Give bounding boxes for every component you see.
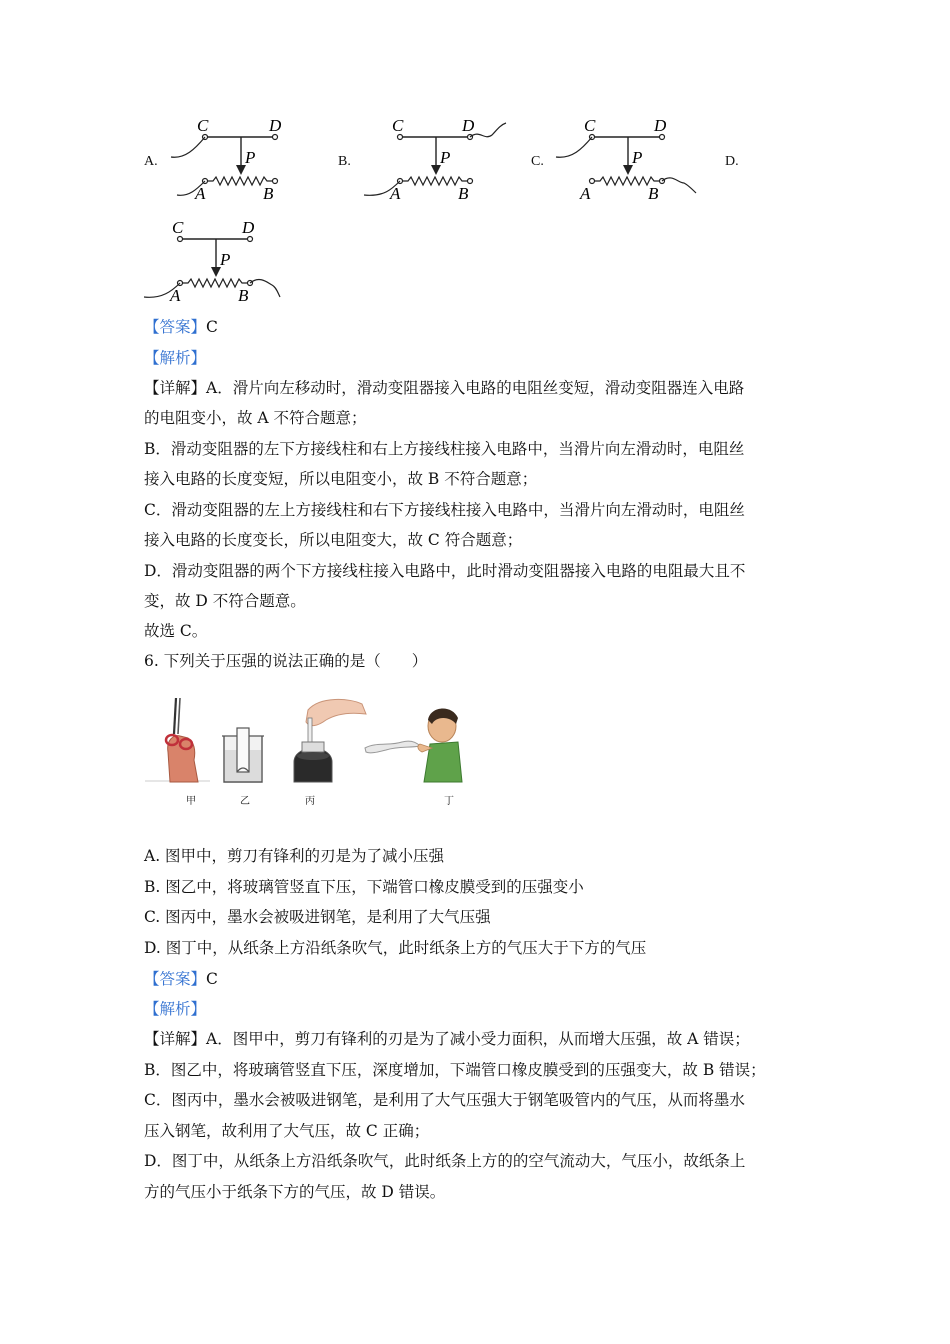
caption-yi: 乙: [240, 796, 250, 807]
answer-label: 【答案】: [144, 318, 207, 336]
terminal-b: B: [648, 184, 659, 203]
diagram-c: [556, 116, 696, 203]
option-a-label: A.: [144, 154, 158, 169]
terminal-p: P: [220, 250, 231, 269]
terminal-d: D: [242, 218, 255, 237]
terminal-c: C: [172, 218, 184, 237]
terminal-d: D: [462, 116, 475, 135]
detail-line: 变，故 D 不符合题意。: [144, 592, 306, 610]
detail-line: B．图乙中，将玻璃管竖直下压，深度增加，下端管口橡皮膜受到的压强变大，故 B 错误；: [144, 1061, 766, 1079]
terminal-b: B: [263, 184, 274, 203]
terminal-d: D: [654, 116, 667, 135]
caption-bing: 丙: [305, 796, 315, 807]
answer-value: C: [206, 970, 218, 988]
terminal-b: B: [238, 286, 249, 305]
terminal-c: C: [197, 116, 209, 135]
ink-bottle-pen-icon: [294, 699, 366, 782]
terminal-d: D: [269, 116, 282, 135]
analysis-label: 【解析】: [144, 1000, 207, 1018]
terminal-b: B: [458, 184, 469, 203]
detail-line: D．滑动变阻器的两个下方接线柱接入电路中，此时滑动变阻器接入电路的电阻最大且不: [144, 562, 746, 580]
answer-row: [144, 968, 218, 990]
option-d: D. 图丁中，从纸条上方沿纸条吹气，此时纸条上方的气压大于下方的气压: [144, 939, 647, 957]
terminal-a: A: [170, 286, 181, 305]
detail-line: D．图丁中，从纸条上方沿纸条吹气，此时纸条上方的的空气流动大，气压小，故纸条上: [144, 1152, 746, 1170]
option-c: C. 图丙中，墨水会被吸进钢笔，是利用了大气压强: [144, 908, 491, 926]
detail-line: 故选 C。: [144, 622, 208, 640]
diagram-d: [144, 218, 280, 305]
option-d-label: D.: [725, 154, 739, 169]
answer-row: [144, 316, 218, 338]
terminal-p: P: [245, 148, 256, 167]
detail-line: 方的气压小于纸条下方的气压，故 D 错误。: [144, 1183, 446, 1201]
detail-line: C．图丙中，墨水会被吸进钢笔，是利用了大气压强大于钢笔吸管内的气压，从而将墨水: [144, 1091, 745, 1109]
terminal-a: A: [390, 184, 401, 203]
question-stem: 6. 下列关于压强的说法正确的是（ ）: [144, 652, 428, 670]
option-a: A. 图甲中，剪刀有锋利的刃是为了减小压强: [144, 847, 445, 865]
terminal-p: P: [440, 148, 451, 167]
terminal-c: C: [584, 116, 596, 135]
detail-line: 【详解】A．图甲中，剪刀有锋利的刃是为了减小受力面积，从而增大压强，故 A 错误；: [144, 1030, 750, 1048]
terminal-a: A: [195, 184, 206, 203]
answer-label: 【答案】: [144, 970, 207, 988]
diagram-a: [171, 116, 282, 203]
detail-line: 压入钢笔，故利用了大气压，故 C 正确；: [144, 1122, 430, 1140]
analysis-label: 【解析】: [144, 349, 207, 367]
option-b: B. 图乙中，将玻璃管竖直下压，下端管口橡皮膜受到的压强变小: [144, 878, 584, 896]
rheostat-diagrams: [0, 0, 950, 310]
caption-jia: 甲: [186, 796, 196, 807]
detail-line: 【详解】A．滑片向左移动时，滑动变阻器接入电路的电阻丝变短，滑动变阻器连入电路: [144, 379, 745, 397]
terminal-p: P: [632, 148, 643, 167]
detail-line: B．滑动变阻器的左下方接线柱和右上方接线柱接入电路中，当滑片向左滑动时，电阻丝: [144, 440, 745, 458]
q6-figures: [140, 690, 480, 790]
answer-value: C: [206, 318, 218, 336]
scissors-hand-icon: [145, 698, 210, 782]
beaker-tube-icon: [222, 728, 264, 782]
boy-blowing-paper-icon: [365, 708, 462, 782]
caption-ding: 丁: [444, 796, 454, 807]
detail-line: C．滑动变阻器的左上方接线柱和右下方接线柱接入电路中，当滑片向左滑动时，电阻丝: [144, 501, 745, 519]
terminal-c: C: [392, 116, 404, 135]
terminal-a: A: [580, 184, 591, 203]
option-c-label: C.: [531, 154, 544, 169]
diagram-b: [364, 116, 506, 203]
detail-line: 的电阻变小，故 A 不符合题意；: [144, 409, 367, 427]
option-b-label: B.: [338, 154, 351, 169]
detail-line: 接入电路的长度变长，所以电阻变大，故 C 符合题意；: [144, 531, 523, 549]
detail-line: 接入电路的长度变短，所以电阻变小，故 B 不符合题意；: [144, 470, 538, 488]
